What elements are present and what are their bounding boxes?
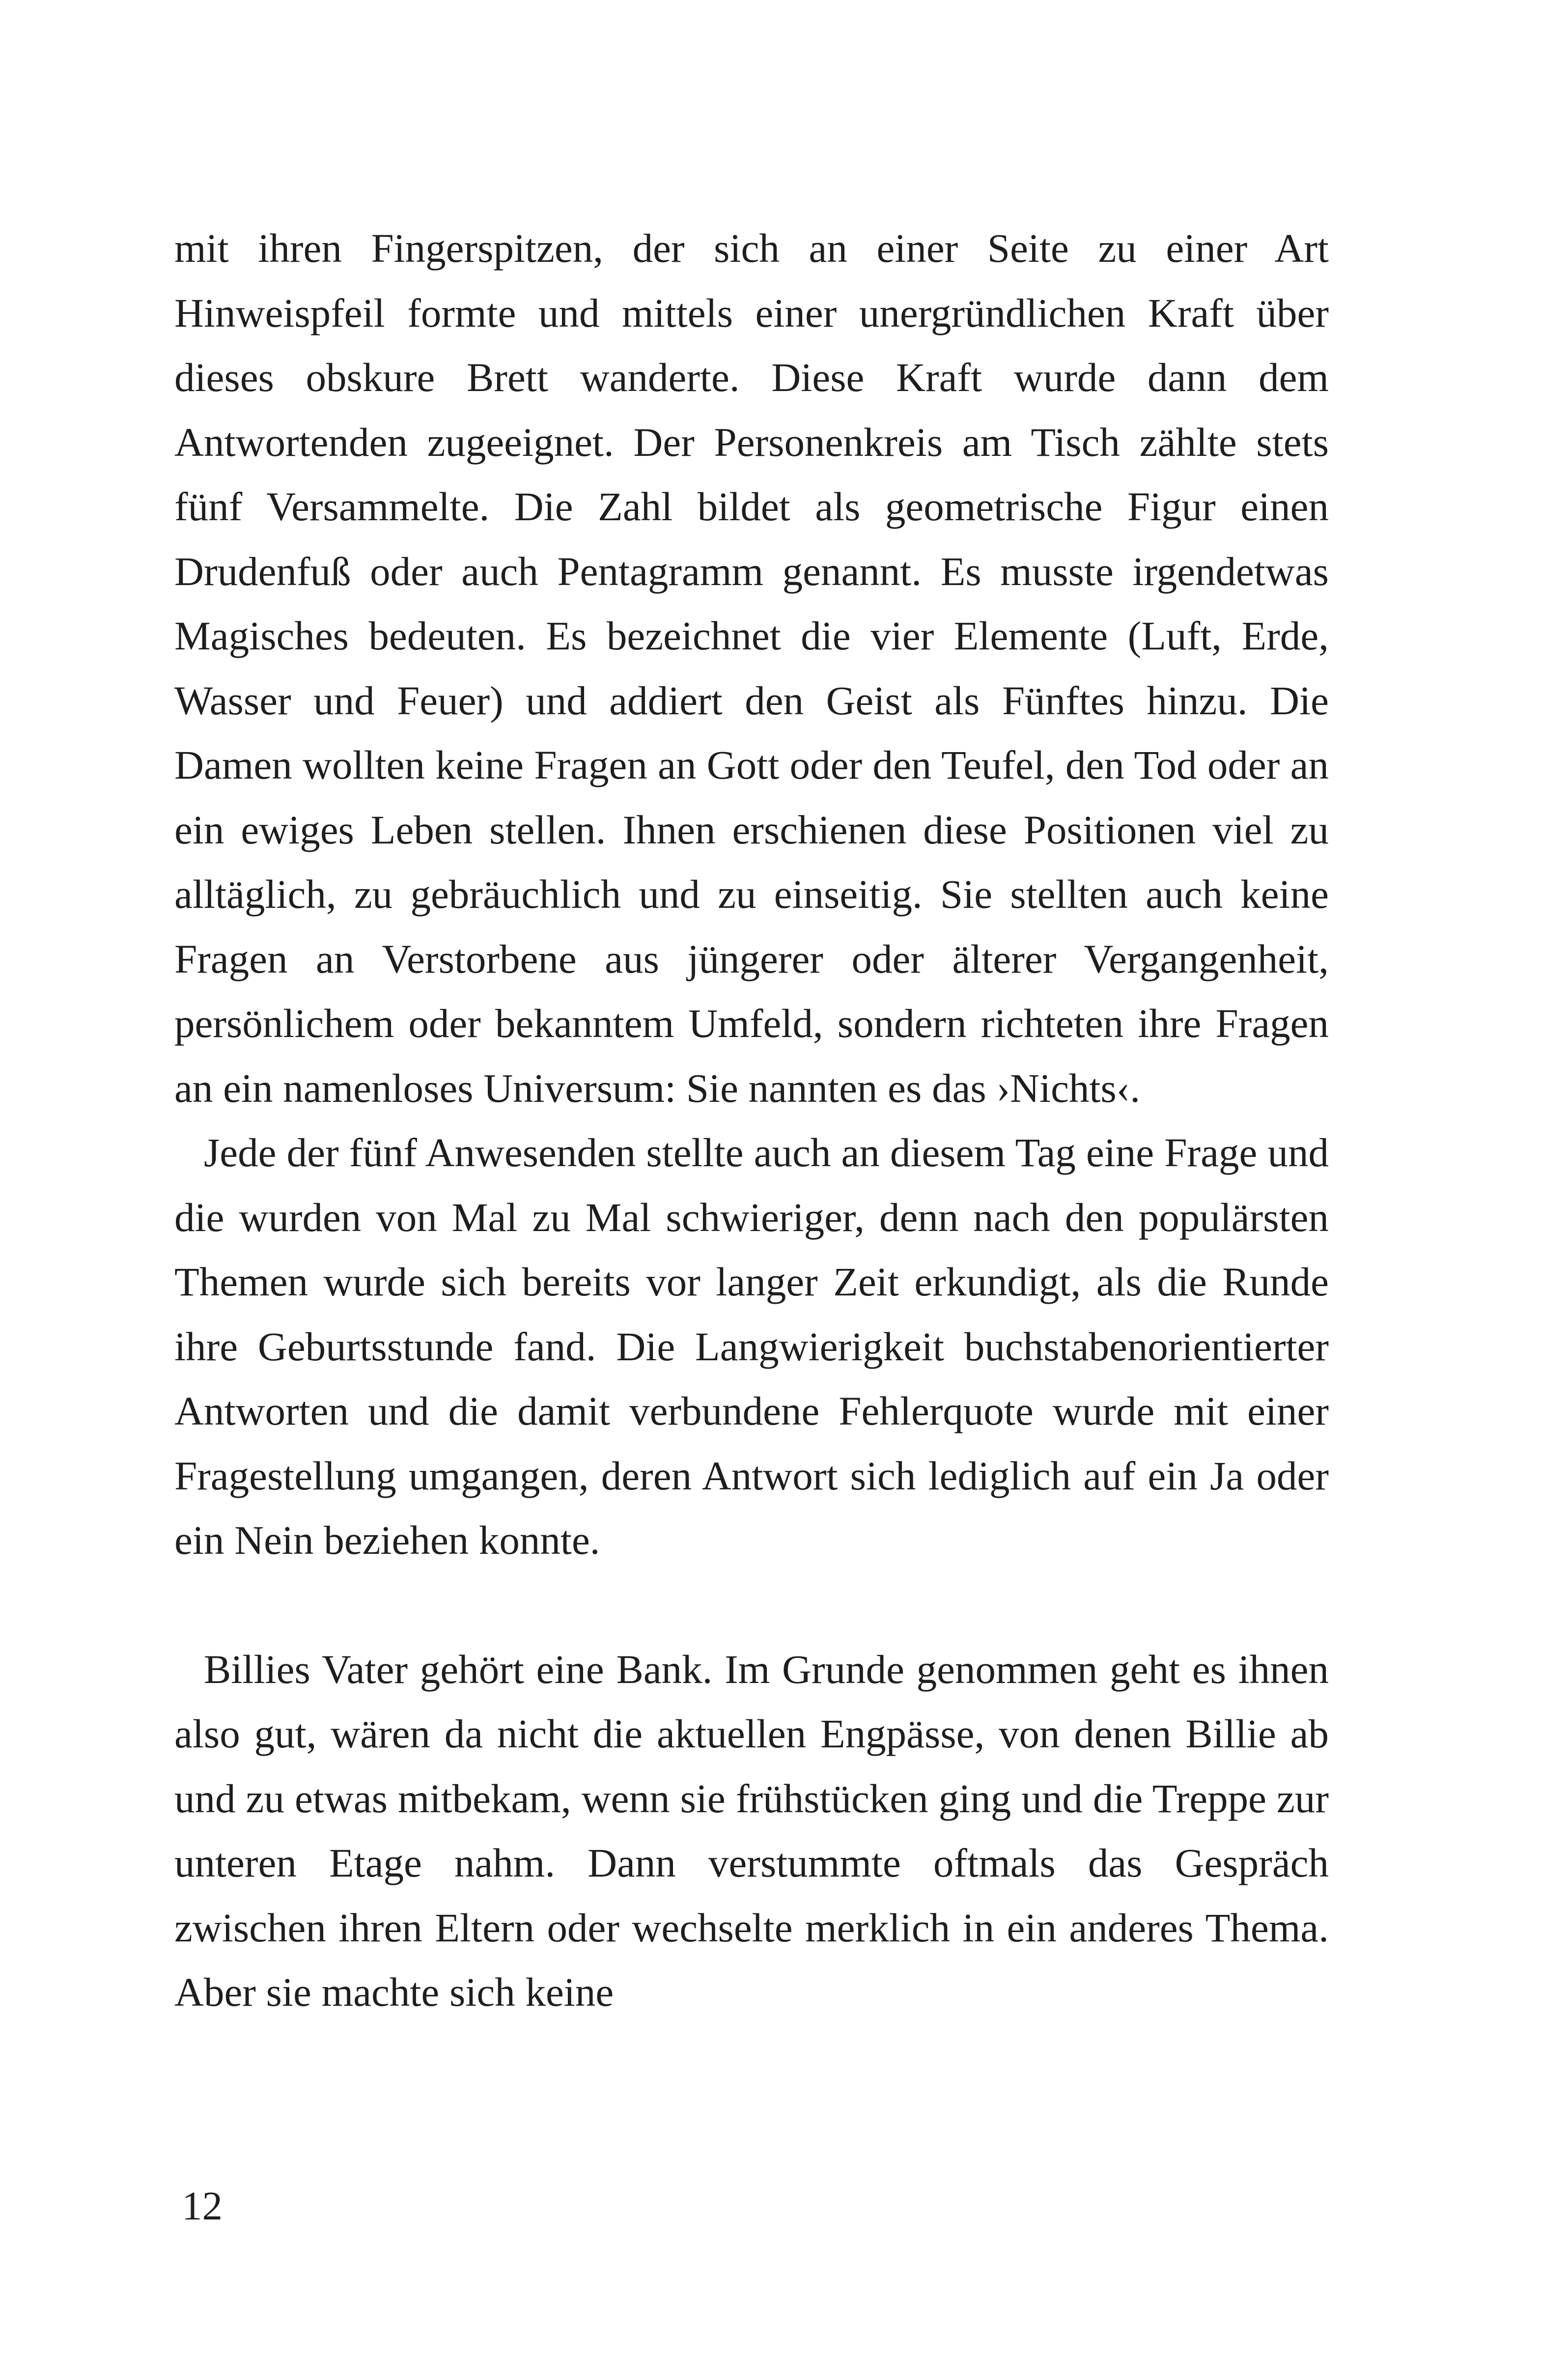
paragraph-2: Jede der fünf Anwesenden stellte auch an diesem Tag eine Frage und die wurden von Mal zu Mal schwieriger, denn nach den populärsten Themen wurde sich bereits vor langer Zeit erkundigt, als die Runde ihre Geburtsstunde fand. Die Langwierigkeit buchstabenorientierter Antworten und die damit verbundene Fehlerquote wurde mit einer Fragestellung umgangen, deren Antwort sich lediglich auf ein Ja oder ein Nein beziehen konnte. [174,1130,1329,1563]
paragraph-3: Billies Vater gehört eine Bank. Im Grunde genommen geht es ihnen also gut, wären da nicht die aktuellen Engpässe, von denen Billie ab und zu etwas mitbekam, wenn sie frühstücken ging und die Treppe zur unteren Etage nahm. Dann verstummte oftmals das Gespräch zwischen ihren Eltern oder wechselte merklich in ein anderes Thema. Aber sie machte sich keine [174,1646,1329,2015]
paragraph-1: mit ihren Fingerspitzen, der sich an einer Seite zu einer Art Hinweispfeil formte und mittels einer unergründlichen Kraft über dieses obskure Brett wanderte. Diese Kraft wurde dann dem Antwortenden zugeeignet. Der Personenkreis am Tisch zählte stets fünf Versammelte. Die Zahl bildet als geometrische Figur einen Drudenfuß oder auch Pentagramm genannt. Es musste irgendetwas Magisches bedeuten. Es bezeichnet die vier Elemente (Luft, Erde, Wasser und Feuer) und addiert den Geist als Fünftes hinzu. Die Damen wollten keine Fragen an Gott oder den Teufel, den Tod oder an ein ewiges Leben stellen. Ihnen erschienen diese Positionen viel zu alltäglich, zu gebräuchlich und zu einseitig. Sie stellten auch keine Fragen an Verstorbene aus jüngerer oder älterer Vergangenheit, persönlichem oder bekanntem Umfeld, sondern richteten ihre Fragen an ein namenloses Universum: Sie nannten es das ›Nichts‹. [174,225,1329,1111]
book-page-text [174,216,1329,2025]
section-break [174,1573,1329,1637]
page-number: 12 [182,2183,223,2228]
